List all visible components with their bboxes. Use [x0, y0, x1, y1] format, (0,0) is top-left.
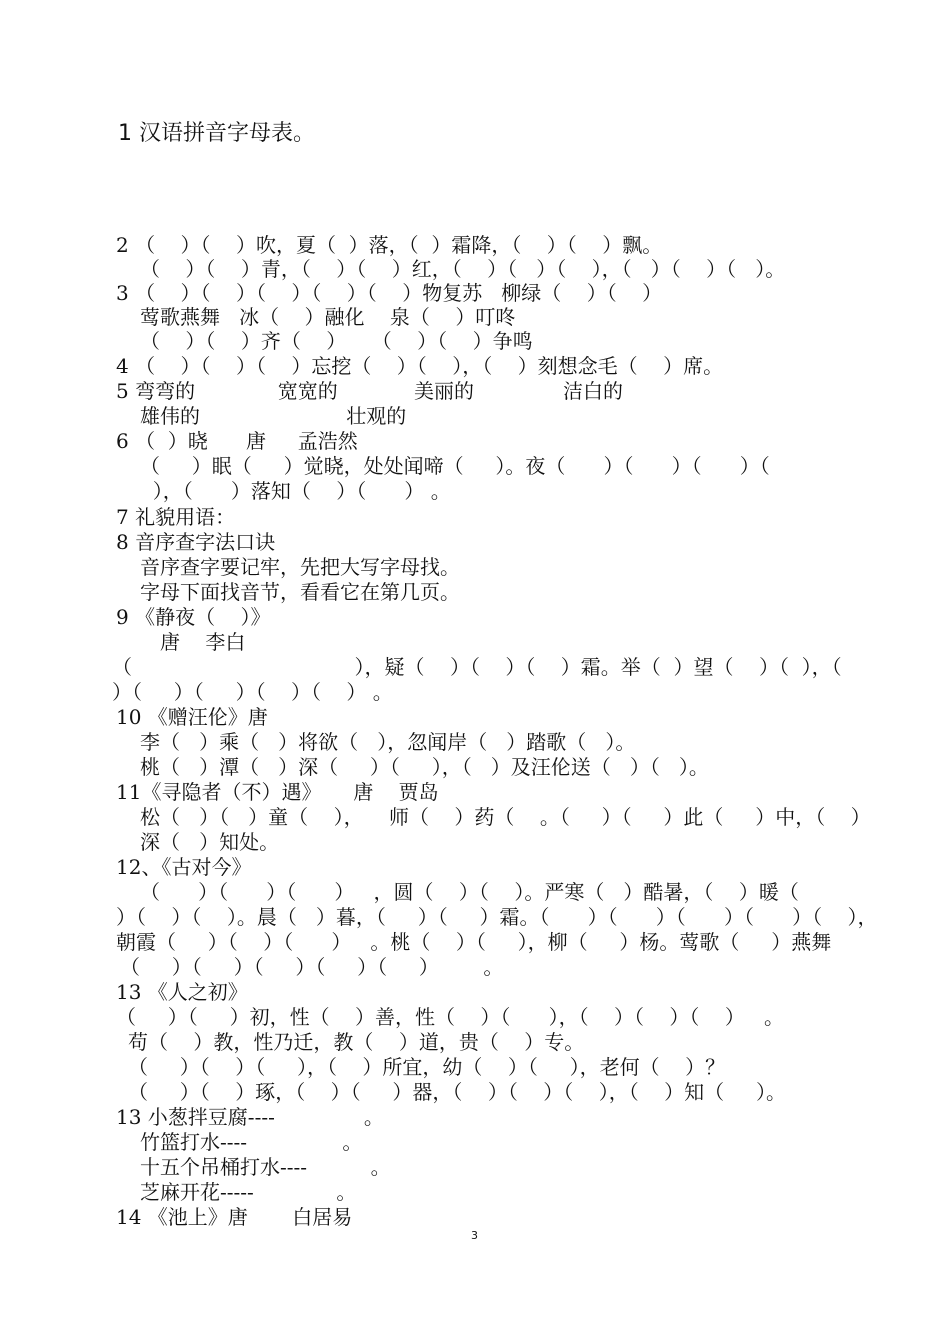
line-13i: 芝麻开花----- 。 — [140, 1180, 357, 1204]
line-9d: ）（ ）（ ）（ ）（ ） 。 — [112, 680, 393, 704]
line-12a: 12、《古对今》 — [116, 855, 252, 879]
line-13f: 13 小葱拌豆腐---- 。 — [116, 1105, 384, 1129]
line-2b: （ ）（ ）青，（ ）（ ）红，（ ）（ ）（ ），（ ）（ ）（ ）。 — [140, 257, 786, 281]
line-8c: 字母下面找音节，看看它在第几页。 — [140, 580, 460, 604]
line-5b: 雄伟的 壮观的 — [140, 404, 407, 428]
line-12e: （ ）（ ）（ ）（ ）（ ） 。 — [120, 955, 504, 979]
line-5a: 5 弯弯的 宽宽的 美丽的 洁白的 — [116, 379, 624, 403]
line-7: 7 礼貌用语： — [116, 505, 236, 529]
line-13g: 竹篮打水---- 。 — [140, 1130, 363, 1154]
line-2a: 2 （ ）（ ）吹，夏（ ）落，（ ）霜降，（ ）（ ）飘。 — [116, 233, 663, 257]
line-4: 4 （ ）（ ）（ ）忘挖（ ）（ ），（ ）刻想念毛（ ）席。 — [116, 354, 724, 378]
line-14: 14 《池上》唐 白居易 — [116, 1205, 353, 1229]
line-11a: 11《寻隐者（不）遇》 唐 贾岛 — [116, 780, 439, 804]
line-13e: （ ）（ ）琢，（ ）（ ）器，（ ）（ ）（ ），（ ）知（ ）。 — [128, 1080, 786, 1104]
line-13a: 13 《人之初》 — [116, 980, 248, 1004]
line-13h: 十五个吊桶打水---- 。 — [140, 1155, 391, 1179]
section-title: 1 汉语拼音字母表。 — [118, 121, 315, 146]
line-12c: ）（ ）（ ）。晨（ ）暮，（ ）（ ）霜。（ ）（ ）（ ）（ ）（ ）， — [116, 905, 878, 929]
line-12b: （ ）（ ）（ ） ，圆（ ）（ ）。严寒（ ）酷暑，（ ）暖（ — [140, 880, 799, 904]
line-9b: 唐 李白 — [160, 630, 246, 654]
line-3c: （ ）（ ）齐（ ） （ ）（ ）争鸣 — [140, 329, 533, 353]
line-3b: 莺歌燕舞 冰（ ）融化 泉（ ）叮咚 — [140, 305, 516, 329]
page-number: 3 — [471, 1229, 478, 1242]
line-13d: （ ）（ ）（ ），（ ）所宜，幼（ ）（ ），老何（ ）？ — [128, 1055, 726, 1079]
line-6b: （ ）眠（ ）觉晓，处处闻啼（ ）。夜（ ）（ ）（ ）（ — [140, 454, 770, 478]
line-10a: 10 《赠汪伦》唐 — [116, 705, 268, 729]
line-3a: 3 （ ）（ ）（ ）（ ）（ ）物复苏 柳绿（ ）（ ） — [116, 281, 663, 305]
line-10c: 桃（ ）潭（ ）深（ ）（ ），（ ）及汪伦送（ ）（ ）。 — [140, 755, 709, 779]
line-9a: 9 《静夜（ ）》 — [116, 605, 271, 629]
line-11c: 深（ ）知处。 — [140, 830, 280, 854]
line-13c: 苟（ ）教，性乃迁，教（ ）道，贵（ ）专。 — [128, 1030, 585, 1054]
line-12d: 朝霞（ ）（ ）（ ） 。桃（ ）（ ），柳（ ）杨。莺歌（ ）燕舞 — [116, 930, 832, 954]
line-6c: ），（ ）落知（ ）（ ） 。 — [140, 479, 451, 503]
line-8b: 音序查字要记牢，先把大写字母找。 — [140, 555, 460, 579]
line-10b: 李（ ）乘（ ）将欲（ ），忽闻岸（ ）踏歌（ ）。 — [140, 730, 636, 754]
line-11b: 松（ ）（ ）童（ ）， 师（ ）药（ 。（ ）（ ）此（ ）中，（ ） — [140, 805, 871, 829]
line-13b: （ ）（ ）初，性（ ）善，性（ ）（ ），（ ）（ ）（ ） 。 — [116, 1005, 784, 1029]
line-6a: 6 （ ）晓 唐 孟浩然 — [116, 429, 358, 453]
line-8a: 8 音序查字法口诀 — [116, 530, 276, 554]
line-9c: （ ），疑（ ）（ ）（ ）霜。举（ ）望（ ）（ ），（ — [112, 655, 842, 679]
